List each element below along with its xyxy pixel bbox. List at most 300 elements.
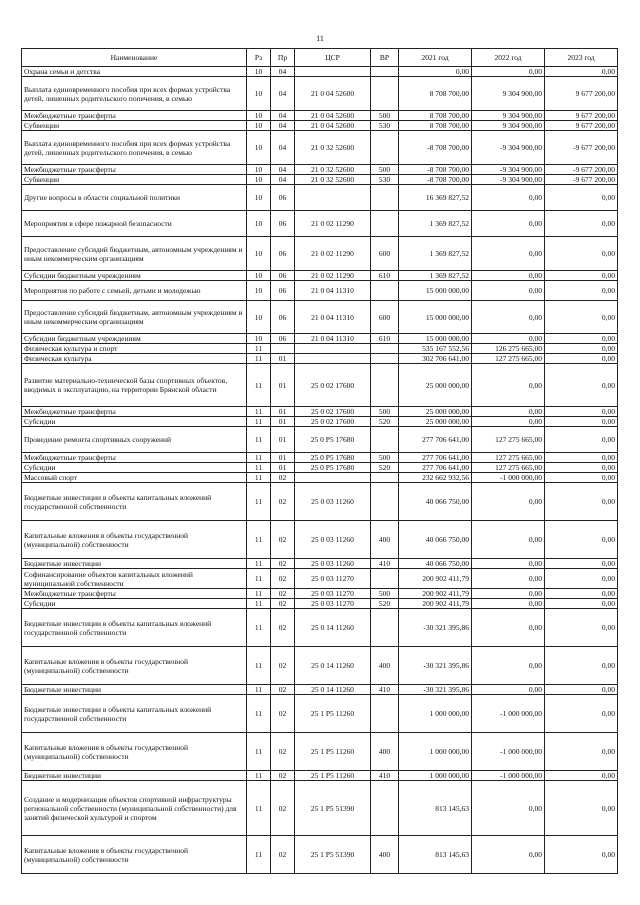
cell-2022: 0,00	[472, 781, 545, 836]
cell-vr: 400	[371, 647, 399, 685]
cell-2023: 0,00	[545, 344, 618, 354]
cell-csr: 25 0 02 17600	[295, 417, 371, 427]
header-2021: 2021 год	[399, 49, 472, 67]
cell-rz: 11	[247, 463, 271, 473]
cell-2022: 0,00	[472, 569, 545, 589]
cell-csr: 25 1 P5 11260	[295, 733, 371, 771]
cell-rz: 11	[247, 836, 271, 874]
cell-2023: 0,00	[545, 281, 618, 301]
cell-csr: 25 0 14 11260	[295, 685, 371, 695]
cell-2023: 0,00	[545, 836, 618, 874]
cell-name: Физическая культура	[22, 354, 247, 364]
cell-vr	[371, 427, 399, 453]
header-2023: 2023 год	[545, 49, 618, 67]
cell-2022: 126 275 665,00	[472, 344, 545, 354]
cell-rz: 10	[247, 237, 271, 271]
cell-vr	[371, 67, 399, 77]
table-row	[22, 836, 618, 874]
cell-rz: 11	[247, 354, 271, 364]
table-row	[22, 77, 618, 111]
cell-2021: 40 066 750,00	[399, 521, 472, 559]
cell-2022: -1 000 000,00	[472, 771, 545, 781]
cell-2021: 15 000 000,00	[399, 281, 472, 301]
cell-2021: -30 321 395,86	[399, 685, 472, 695]
cell-2022: 0,00	[472, 185, 545, 211]
table-row	[22, 463, 618, 473]
cell-rz: 11	[247, 781, 271, 836]
cell-2022: -1 000 000,00	[472, 695, 545, 733]
cell-2021: 200 902 411,79	[399, 569, 472, 589]
table-row	[22, 483, 618, 521]
cell-pr: 02	[271, 771, 295, 781]
cell-pr: 02	[271, 685, 295, 695]
cell-2023: 0,00	[545, 733, 618, 771]
cell-rz: 11	[247, 647, 271, 685]
cell-2021: -8 708 700,00	[399, 165, 472, 175]
table-row	[22, 647, 618, 685]
cell-name: Капитальные вложения в объекты государственной (муниципальной) собственности	[22, 733, 247, 771]
cell-vr	[371, 695, 399, 733]
cell-rz: 11	[247, 599, 271, 609]
cell-2022: 0,00	[472, 67, 545, 77]
cell-rz: 11	[247, 344, 271, 354]
cell-2022: -9 304 900,00	[472, 175, 545, 185]
cell-pr: 04	[271, 77, 295, 111]
cell-rz: 11	[247, 559, 271, 569]
cell-pr: 02	[271, 521, 295, 559]
cell-vr	[371, 185, 399, 211]
cell-name: Капитальные вложения в объекты государственной (муниципальной) собственности	[22, 647, 247, 685]
cell-vr: 520	[371, 599, 399, 609]
table-row	[22, 301, 618, 334]
cell-csr: 21 0 04 11310	[295, 301, 371, 334]
cell-rz: 11	[247, 733, 271, 771]
cell-rz: 10	[247, 301, 271, 334]
cell-2023: -9 677 200,00	[545, 165, 618, 175]
table-row	[22, 685, 618, 695]
cell-2022: 0,00	[472, 301, 545, 334]
cell-2021: -8 708 700,00	[399, 175, 472, 185]
cell-2022: -1 000 000,00	[472, 473, 545, 483]
cell-2023: 9 677 200,00	[545, 121, 618, 131]
cell-pr: 06	[271, 301, 295, 334]
cell-2021: 200 902 411,79	[399, 589, 472, 599]
cell-2023: 0,00	[545, 237, 618, 271]
cell-csr: 25 0 P5 17680	[295, 453, 371, 463]
cell-2021: 25 000 000,00	[399, 407, 472, 417]
cell-2023: 0,00	[545, 271, 618, 281]
table-row	[22, 781, 618, 836]
table-row	[22, 589, 618, 599]
cell-rz: 11	[247, 427, 271, 453]
cell-csr: 25 0 03 11270	[295, 589, 371, 599]
cell-vr: 500	[371, 453, 399, 463]
cell-vr: 400	[371, 733, 399, 771]
cell-pr: 02	[271, 695, 295, 733]
cell-2023: -9 677 200,00	[545, 131, 618, 165]
cell-name: Субвенции	[22, 121, 247, 131]
cell-vr: 530	[371, 175, 399, 185]
cell-name: Субсидии	[22, 599, 247, 609]
cell-name: Мероприятия в сфере пожарной безопасности	[22, 211, 247, 237]
cell-2023: 0,00	[545, 695, 618, 733]
cell-csr: 25 0 14 11260	[295, 647, 371, 685]
cell-2022: 0,00	[472, 836, 545, 874]
cell-csr	[295, 354, 371, 364]
cell-vr	[371, 77, 399, 111]
cell-2023: 0,00	[545, 463, 618, 473]
cell-name: Проведение ремонта спортивных сооружений	[22, 427, 247, 453]
cell-rz: 11	[247, 609, 271, 647]
cell-rz: 11	[247, 417, 271, 427]
cell-pr: 01	[271, 453, 295, 463]
cell-2022: 127 275 665,00	[472, 463, 545, 473]
cell-2023: 0,00	[545, 354, 618, 364]
cell-2023: 0,00	[545, 589, 618, 599]
cell-pr: 02	[271, 733, 295, 771]
header-vr: ВР	[371, 49, 399, 67]
cell-2022: 0,00	[472, 589, 545, 599]
cell-2021: 277 706 641,00	[399, 453, 472, 463]
cell-2021: -8 708 700,00	[399, 131, 472, 165]
cell-name: Создание и модернизация объектов спортивной инфраструктуры региональной собственности (муниципальной собственности) для занятий физической культурой и спортом	[22, 781, 247, 836]
cell-2022: 9 304 900,00	[472, 121, 545, 131]
cell-pr: 04	[271, 111, 295, 121]
table-row	[22, 334, 618, 344]
cell-2023: 0,00	[545, 211, 618, 237]
cell-vr: 610	[371, 334, 399, 344]
page-number: 11	[316, 34, 324, 43]
cell-vr: 400	[371, 836, 399, 874]
cell-name: Межбюджетные трансферты	[22, 111, 247, 121]
cell-2021: 232 662 932,56	[399, 473, 472, 483]
cell-2022: 0,00	[472, 211, 545, 237]
cell-2021: 277 706 641,00	[399, 427, 472, 453]
cell-2021: 25 000 000,00	[399, 417, 472, 427]
cell-2021: 1 369 827,52	[399, 211, 472, 237]
cell-csr: 21 0 32 52600	[295, 131, 371, 165]
cell-pr: 06	[271, 271, 295, 281]
table-row	[22, 211, 618, 237]
cell-csr	[295, 344, 371, 354]
cell-2022: 0,00	[472, 271, 545, 281]
cell-2021: 8 708 700,00	[399, 111, 472, 121]
cell-pr: 02	[271, 781, 295, 836]
cell-2023: 0,00	[545, 521, 618, 559]
cell-2023: 0,00	[545, 417, 618, 427]
cell-csr	[295, 185, 371, 211]
cell-2022: -9 304 900,00	[472, 131, 545, 165]
cell-csr: 21 0 04 52600	[295, 111, 371, 121]
table-row	[22, 271, 618, 281]
cell-2022: 0,00	[472, 364, 545, 407]
cell-rz: 10	[247, 67, 271, 77]
cell-rz: 10	[247, 334, 271, 344]
cell-csr: 25 1 P5 11260	[295, 695, 371, 733]
table-row	[22, 427, 618, 453]
cell-name: Развитие материально-технической базы спортивных объектов, вводимых в эксплуатацию, на территории Брянской области	[22, 364, 247, 407]
cell-csr: 21 0 04 52600	[295, 121, 371, 131]
cell-vr	[371, 609, 399, 647]
cell-rz: 11	[247, 407, 271, 417]
cell-2023: 0,00	[545, 609, 618, 647]
cell-name: Физическая культура и спорт	[22, 344, 247, 354]
cell-pr: 02	[271, 609, 295, 647]
cell-pr	[271, 344, 295, 354]
cell-vr: 610	[371, 271, 399, 281]
cell-2022: 0,00	[472, 559, 545, 569]
cell-pr: 01	[271, 364, 295, 407]
cell-csr: 21 0 04 11310	[295, 334, 371, 344]
cell-vr: 400	[371, 521, 399, 559]
cell-2021: 15 000 000,00	[399, 334, 472, 344]
cell-name: Субсидии	[22, 417, 247, 427]
cell-2021: 8 708 700,00	[399, 77, 472, 111]
cell-2021: 15 000 000,00	[399, 301, 472, 334]
cell-2022: 0,00	[472, 237, 545, 271]
cell-2021: 813 145,63	[399, 836, 472, 874]
cell-vr	[371, 354, 399, 364]
cell-rz: 10	[247, 281, 271, 301]
cell-vr: 600	[371, 237, 399, 271]
header-pr: Пр	[271, 49, 295, 67]
cell-vr: 530	[371, 121, 399, 131]
header-name: Наименование	[22, 49, 247, 67]
cell-vr: 410	[371, 685, 399, 695]
cell-2022: 0,00	[472, 609, 545, 647]
cell-name: Бюджетные инвестиции в объекты капитальных вложений государственной собственности	[22, 609, 247, 647]
table-row	[22, 354, 618, 364]
cell-pr: 02	[271, 559, 295, 569]
cell-2023: 0,00	[545, 647, 618, 685]
cell-rz: 11	[247, 483, 271, 521]
cell-2023: 0,00	[545, 185, 618, 211]
cell-csr: 25 0 03 11270	[295, 599, 371, 609]
cell-name: Капитальные вложения в объекты государственной (муниципальной) собственности	[22, 836, 247, 874]
cell-2023: 0,00	[545, 407, 618, 417]
cell-vr: 500	[371, 165, 399, 175]
cell-2023: 0,00	[545, 559, 618, 569]
cell-2023: 0,00	[545, 569, 618, 589]
cell-vr	[371, 569, 399, 589]
cell-2023: 0,00	[545, 771, 618, 781]
cell-2021: 1 000 000,00	[399, 733, 472, 771]
table-row	[22, 121, 618, 131]
cell-2021: -30 321 395,86	[399, 609, 472, 647]
cell-pr: 01	[271, 427, 295, 453]
cell-2022: 0,00	[472, 334, 545, 344]
table-row	[22, 569, 618, 589]
cell-name: Выплата единовременного пособия при всех формах устройства детей, лишенных родительского попечения, в семью	[22, 131, 247, 165]
header-rz: Рз	[247, 49, 271, 67]
table-row	[22, 417, 618, 427]
cell-2022: 127 275 665,00	[472, 354, 545, 364]
cell-csr: 25 0 03 11270	[295, 569, 371, 589]
cell-rz: 10	[247, 77, 271, 111]
cell-csr: 21 0 02 11290	[295, 271, 371, 281]
cell-pr: 01	[271, 354, 295, 364]
cell-rz: 10	[247, 165, 271, 175]
header-2022: 2022 год	[472, 49, 545, 67]
cell-2021: 277 706 641,00	[399, 463, 472, 473]
cell-csr: 25 0 03 11260	[295, 483, 371, 521]
cell-2021: 0,00	[399, 67, 472, 77]
cell-name: Межбюджетные трансферты	[22, 589, 247, 599]
cell-rz: 10	[247, 111, 271, 121]
table-row	[22, 771, 618, 781]
cell-2022: -9 304 900,00	[472, 165, 545, 175]
table-row	[22, 281, 618, 301]
cell-name: Межбюджетные трансферты	[22, 453, 247, 463]
cell-vr: 410	[371, 771, 399, 781]
cell-2023: 0,00	[545, 781, 618, 836]
cell-vr	[371, 281, 399, 301]
cell-vr	[371, 781, 399, 836]
cell-2021: 16 369 827,52	[399, 185, 472, 211]
cell-rz: 10	[247, 121, 271, 131]
cell-2021: -30 321 395,86	[399, 647, 472, 685]
cell-2023: 0,00	[545, 334, 618, 344]
cell-vr: 500	[371, 407, 399, 417]
cell-name: Субсидии	[22, 463, 247, 473]
table-row	[22, 364, 618, 407]
cell-pr: 04	[271, 131, 295, 165]
table-row	[22, 185, 618, 211]
cell-csr: 21 0 02 11290	[295, 211, 371, 237]
cell-name: Софинансирование объектов капитальных вложений муниципальной собственности	[22, 569, 247, 589]
table-row	[22, 521, 618, 559]
cell-2023: 9 677 200,00	[545, 111, 618, 121]
cell-2022: 0,00	[472, 407, 545, 417]
cell-rz: 11	[247, 685, 271, 695]
cell-vr	[371, 364, 399, 407]
cell-2021: 40 066 750,00	[399, 559, 472, 569]
cell-pr: 01	[271, 463, 295, 473]
cell-name: Бюджетные инвестиции в объекты капитальных вложений государственной собственности	[22, 483, 247, 521]
cell-2021: 25 000 000,00	[399, 364, 472, 407]
cell-vr: 600	[371, 301, 399, 334]
table-row	[22, 131, 618, 165]
cell-pr: 01	[271, 417, 295, 427]
cell-csr: 25 0 03 11260	[295, 521, 371, 559]
cell-csr: 21 0 04 11310	[295, 281, 371, 301]
cell-pr: 04	[271, 121, 295, 131]
cell-pr: 06	[271, 237, 295, 271]
cell-pr: 01	[271, 407, 295, 417]
cell-2023: 0,00	[545, 453, 618, 463]
table-row	[22, 165, 618, 175]
cell-2023: 0,00	[545, 427, 618, 453]
cell-csr: 21 0 32 52600	[295, 175, 371, 185]
cell-pr: 02	[271, 483, 295, 521]
cell-rz: 10	[247, 271, 271, 281]
cell-2022: 0,00	[472, 685, 545, 695]
cell-name: Бюджетные инвестиции	[22, 559, 247, 569]
table-row	[22, 559, 618, 569]
table-row	[22, 599, 618, 609]
table-row	[22, 67, 618, 77]
cell-pr: 02	[271, 473, 295, 483]
table-row	[22, 237, 618, 271]
cell-csr: 25 0 14 11260	[295, 609, 371, 647]
cell-csr	[295, 67, 371, 77]
cell-csr: 25 0 02 17600	[295, 407, 371, 417]
cell-csr: 21 0 04 52600	[295, 77, 371, 111]
cell-pr: 06	[271, 334, 295, 344]
cell-2022: 0,00	[472, 599, 545, 609]
cell-csr: 21 0 32 52600	[295, 165, 371, 175]
header-row	[22, 49, 618, 67]
cell-2021: 302 706 641,00	[399, 354, 472, 364]
cell-2021: 1 000 000,00	[399, 695, 472, 733]
cell-2022: 9 304 900,00	[472, 77, 545, 111]
cell-2022: 0,00	[472, 281, 545, 301]
cell-name: Мероприятия по работе с семьей, детьми и молодежью	[22, 281, 247, 301]
cell-rz: 11	[247, 364, 271, 407]
cell-pr: 06	[271, 281, 295, 301]
cell-pr: 06	[271, 211, 295, 237]
cell-csr: 25 0 P5 17680	[295, 463, 371, 473]
cell-csr: 21 0 02 11290	[295, 237, 371, 271]
cell-2023: 9 677 200,00	[545, 77, 618, 111]
cell-2021: 8 708 700,00	[399, 121, 472, 131]
cell-2023: 0,00	[545, 685, 618, 695]
cell-2021: 1 369 827,52	[399, 271, 472, 281]
cell-pr: 04	[271, 67, 295, 77]
cell-vr	[371, 131, 399, 165]
table-row	[22, 407, 618, 417]
cell-2022: 127 275 665,00	[472, 453, 545, 463]
cell-2022: 0,00	[472, 417, 545, 427]
cell-name: Субсидии бюджетным учреждениям	[22, 271, 247, 281]
cell-2022: 0,00	[472, 647, 545, 685]
cell-rz: 10	[247, 131, 271, 165]
cell-rz: 11	[247, 453, 271, 463]
table-row	[22, 609, 618, 647]
cell-name: Предоставление субсидий бюджетным, автономным учреждениям и иным некоммерческим организациям	[22, 237, 247, 271]
cell-rz: 11	[247, 695, 271, 733]
cell-vr: 500	[371, 589, 399, 599]
cell-2022: 0,00	[472, 521, 545, 559]
cell-pr: 02	[271, 836, 295, 874]
cell-2021: 1 369 827,52	[399, 237, 472, 271]
table-row	[22, 344, 618, 354]
cell-2022: 127 275 665,00	[472, 427, 545, 453]
cell-name: Межбюджетные трансферты	[22, 407, 247, 417]
cell-rz: 11	[247, 569, 271, 589]
cell-2023: 0,00	[545, 483, 618, 521]
cell-2022: -1 000 000,00	[472, 733, 545, 771]
cell-pr: 06	[271, 185, 295, 211]
cell-2021: 40 066 750,00	[399, 483, 472, 521]
cell-vr: 520	[371, 463, 399, 473]
cell-rz: 10	[247, 211, 271, 237]
cell-2021: 813 145,63	[399, 781, 472, 836]
cell-2023: 0,00	[545, 301, 618, 334]
cell-pr: 02	[271, 589, 295, 599]
cell-name: Бюджетные инвестиции в объекты капитальных вложений государственной собственности	[22, 695, 247, 733]
table-row	[22, 111, 618, 121]
cell-2021: 1 000 000,00	[399, 771, 472, 781]
cell-csr: 25 1 P5 11260	[295, 771, 371, 781]
header-csr: ЦСР	[295, 49, 371, 67]
cell-pr: 04	[271, 175, 295, 185]
cell-rz: 11	[247, 771, 271, 781]
cell-csr: 25 1 P5 51390	[295, 781, 371, 836]
cell-csr: 25 0 02 17600	[295, 364, 371, 407]
cell-vr: 500	[371, 111, 399, 121]
cell-csr	[295, 473, 371, 483]
